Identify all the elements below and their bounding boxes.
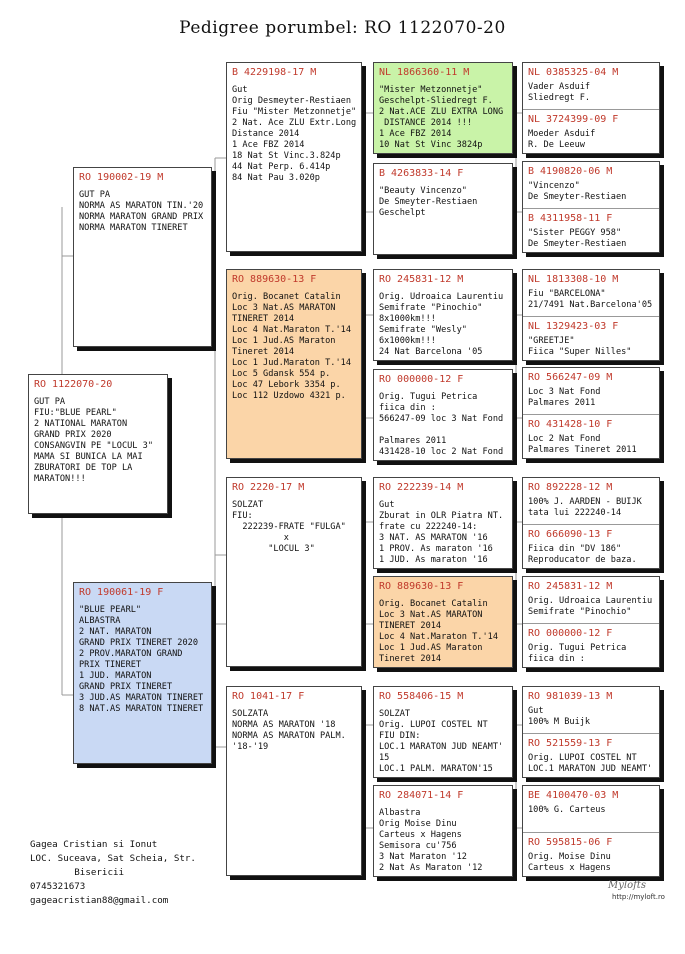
gen4-card-2[interactable] — [522, 161, 660, 253]
ring-id: RO 666090-13 F — [528, 529, 613, 540]
grandsire-maternal-card[interactable] — [226, 477, 362, 667]
dam-card[interactable] — [73, 582, 212, 764]
gen3-card-3[interactable] — [373, 269, 513, 361]
notes: 100% G. Carteus — [528, 805, 606, 815]
ring-id: NL 1329423-03 F — [528, 321, 619, 332]
notes: Orig. Bocanet Catalin Loc 3 Nat.AS MARATON TINERET 2014 Loc 4 Nat.Maraton T.'14 Loc 1 Jud.AS Maraton Tineret 2014 — [379, 599, 498, 664]
ring-id: RO 2220-17 M — [232, 482, 305, 493]
notes: Orig. LUPOI COSTEL NT LOC.1 MARATON JUD NEAMT' — [528, 753, 653, 774]
gen4-card-1[interactable] — [522, 62, 660, 154]
ring-id: RO 1041-17 F — [232, 691, 305, 702]
owner-contact: Gagea Cristian si Ionut LOC. Suceava, Sat Scheia, Str. Bisericii 0745321673 gageacristian88@gmail.com — [30, 839, 196, 906]
ring-id: RO 000000-12 F — [528, 628, 613, 639]
sire-notes: GUT PA NORMA AS MARATON TIN.'20 NORMA MARATON GRAND PRIX NORMA MARATON TINERET — [79, 190, 204, 233]
gen4-card-5[interactable] — [522, 477, 660, 569]
ring-id: RO 521559-13 F — [528, 738, 613, 749]
granddam-maternal-card[interactable] — [226, 686, 362, 876]
gen3-card-8[interactable] — [373, 785, 513, 877]
notes: Orig. Tugui Petrica fiica din : — [528, 643, 627, 664]
notes: Loc 3 Nat Fond Palmares 2011 — [528, 387, 601, 408]
gen4-card-6[interactable] — [522, 576, 660, 668]
notes: Orig. Udroaica Laurentiu Semifrate "Pinochio" 8x1000km!!! Semifrate "Wesly" 6x1000km!!! 24 Nat Barcelona '05 — [379, 292, 504, 357]
ring-id: B 4311958-11 F — [528, 213, 613, 224]
notes: SOLZAT Orig. LUPOI COSTEL NT FIU DIN: LOC.1 MARATON JUD NEAMT' 15 LOC.1 PALM. MARATON'15 — [379, 709, 504, 774]
subject-card[interactable] — [28, 374, 168, 514]
notes: Fiu "BARCELONA" 21/7491 Nat.Barcelona'05 — [528, 289, 653, 310]
ring-id: RO 889630-13 F — [379, 581, 464, 592]
subject-ring-id: RO 1122070-20 — [34, 379, 113, 390]
gen4-card-8[interactable] — [522, 785, 660, 877]
gen3-card-2[interactable] — [373, 163, 513, 255]
notes: "Beauty Vincenzo" De Smeyter-Restiaen Geschelpt — [379, 186, 478, 218]
notes: Gut Orig Desmeyter-Restiaen Fiu "Mister Metzonnetje" 2 Nat. Ace ZLU Extr.Long Distance 2014 1 Ace FBZ 2014 18 Nat St Vinc.3.824p 44 Nat Perp. 6.414p 84 Nat Pau 3.020p — [232, 85, 357, 183]
gen4-card-7[interactable] — [522, 686, 660, 778]
notes: SOLZAT FIU: 222239-FRATE "FULGA" x "LOCUL 3" — [232, 500, 346, 554]
dam-ring-id: RO 190061-19 F — [79, 587, 164, 598]
ring-id: RO 284071-14 F — [379, 790, 464, 801]
notes: SOLZATA NORMA AS MARATON '18 NORMA AS MARATON PALM. '18-'19 — [232, 709, 346, 752]
ring-id: NL 1813308-10 M — [528, 274, 619, 285]
ring-id: RO 558406-15 M — [379, 691, 464, 702]
ring-id: NL 3724399-09 F — [528, 114, 619, 125]
notes: "GREETJE" Fiica "Super Nilles" — [528, 336, 632, 357]
gen3-card-1[interactable] — [373, 62, 513, 154]
gen3-card-7[interactable] — [373, 686, 513, 778]
notes: Gut Zburat in OLR Piatra NT. frate cu 222240-14: 3 NAT. AS MARATON '16 1 PROV. As maraton '16 1 JUD. As maraton '16 — [379, 500, 504, 565]
ring-id: NL 1866360-11 M — [379, 67, 470, 78]
ring-id: B 4263833-14 F — [379, 168, 464, 179]
ring-id: RO 000000-12 F — [379, 374, 464, 385]
notes: 100% J. AARDEN - BUIJK tata lui 222240-14 — [528, 497, 642, 518]
notes: Orig. Moise Dinu Carteus x Hagens — [528, 852, 611, 873]
ring-id: RO 595815-06 F — [528, 837, 613, 848]
notes: Orig. Udroaica Laurentiu Semifrate "Pinochio" — [528, 596, 653, 617]
notes: "Mister Metzonnetje" Geschelpt-Sliedregt F. 2 Nat.ACE ZLU EXTRA LONG DISTANCE 2014 !!! 1 Ace FBZ 2014 10 Nat St Vinc 3824p — [379, 85, 504, 150]
ring-id: B 4190820-06 M — [528, 166, 613, 177]
gen3-card-6[interactable] — [373, 576, 513, 668]
grandsire-paternal-card[interactable] — [226, 62, 362, 252]
website-link[interactable]: http://myloft.ro — [612, 893, 665, 901]
sire-ring-id: RO 190002-19 M — [79, 172, 164, 183]
notes: Vader Asduif Sliedregt F. — [528, 82, 591, 103]
ring-id: BE 4100470-03 M — [528, 790, 619, 801]
page-title: Pedigree porumbel: RO 1122070-20 — [179, 18, 506, 38]
ring-id: B 4229198-17 M — [232, 67, 317, 78]
gen3-card-4[interactable] — [373, 369, 513, 461]
myloft-logo: Mylofts — [608, 880, 646, 891]
notes: Fiica din "DV 186" Reproducator de baza. — [528, 544, 637, 565]
ring-id: RO 245831-12 M — [379, 274, 464, 285]
ring-id: RO 245831-12 M — [528, 581, 613, 592]
sire-card[interactable] — [73, 167, 212, 347]
notes: Loc 2 Nat Fond Palmares Tineret 2011 — [528, 434, 637, 455]
gen4-card-4[interactable] — [522, 367, 660, 459]
notes: Albastra Orig Moise Dinu Carteus x Hagens Semisora cu'756 3 Nat Maraton '12 2 Nat As Maraton '12 — [379, 808, 483, 873]
notes: Moeder Asduif R. De Leeuw — [528, 129, 596, 150]
gen3-card-5[interactable] — [373, 477, 513, 569]
notes: Gut 100% M Buijk — [528, 706, 591, 727]
notes: "Vincenzo" De Smeyter-Restiaen — [528, 181, 627, 202]
subject-notes: GUT PA FIU:"BLUE PEARL" 2 NATIONAL MARATON GRAND PRIX 2020 CONSANGVIN PE "LOCUL 3" MAMA SI BUNICA LA MAI ZBURATORI DE TOP LA MARATON!!! — [34, 397, 153, 484]
ring-id: RO 981039-13 M — [528, 691, 613, 702]
ring-id: RO 566247-09 M — [528, 372, 613, 383]
notes: Orig. Tugui Petrica fiica din : 566247-09 loc 3 Nat Fond Palmares 2011 431428-10 loc 2 Nat Fond — [379, 392, 504, 457]
gen4-card-3[interactable] — [522, 269, 660, 361]
ring-id: NL 0385325-04 M — [528, 67, 619, 78]
ring-id: RO 431428-10 F — [528, 419, 613, 430]
ring-id: RO 222239-14 M — [379, 482, 464, 493]
granddam-paternal-card[interactable] — [226, 269, 362, 459]
ring-id: RO 892228-12 M — [528, 482, 613, 493]
dam-notes: "BLUE PEARL" ALBASTRA 2 NAT. MARATON GRAND PRIX TINERET 2020 2 PROV.MARATON GRAND PRIX TINERET 1 JUD. MARATON GRAND PRIX TINERET 3 JUD.AS MARATON TINERET 8 NAT.AS MARATON TINERET — [79, 605, 204, 714]
ring-id: RO 889630-13 F — [232, 274, 317, 285]
notes: Orig. Bocanet Catalin Loc 3 Nat.AS MARATON TINERET 2014 Loc 4 Nat.Maraton T.'14 Loc 1 Jud.AS Maraton Tineret 2014 Loc 1 Jud.Maraton T.'14 Loc 5 Gdansk 554 p. Loc 47 Lebork 3354 p. Loc 112 Uzdowo 4321 p. — [232, 292, 351, 401]
notes: "Sister PEGGY 958" De Smeyter-Restiaen — [528, 228, 627, 249]
